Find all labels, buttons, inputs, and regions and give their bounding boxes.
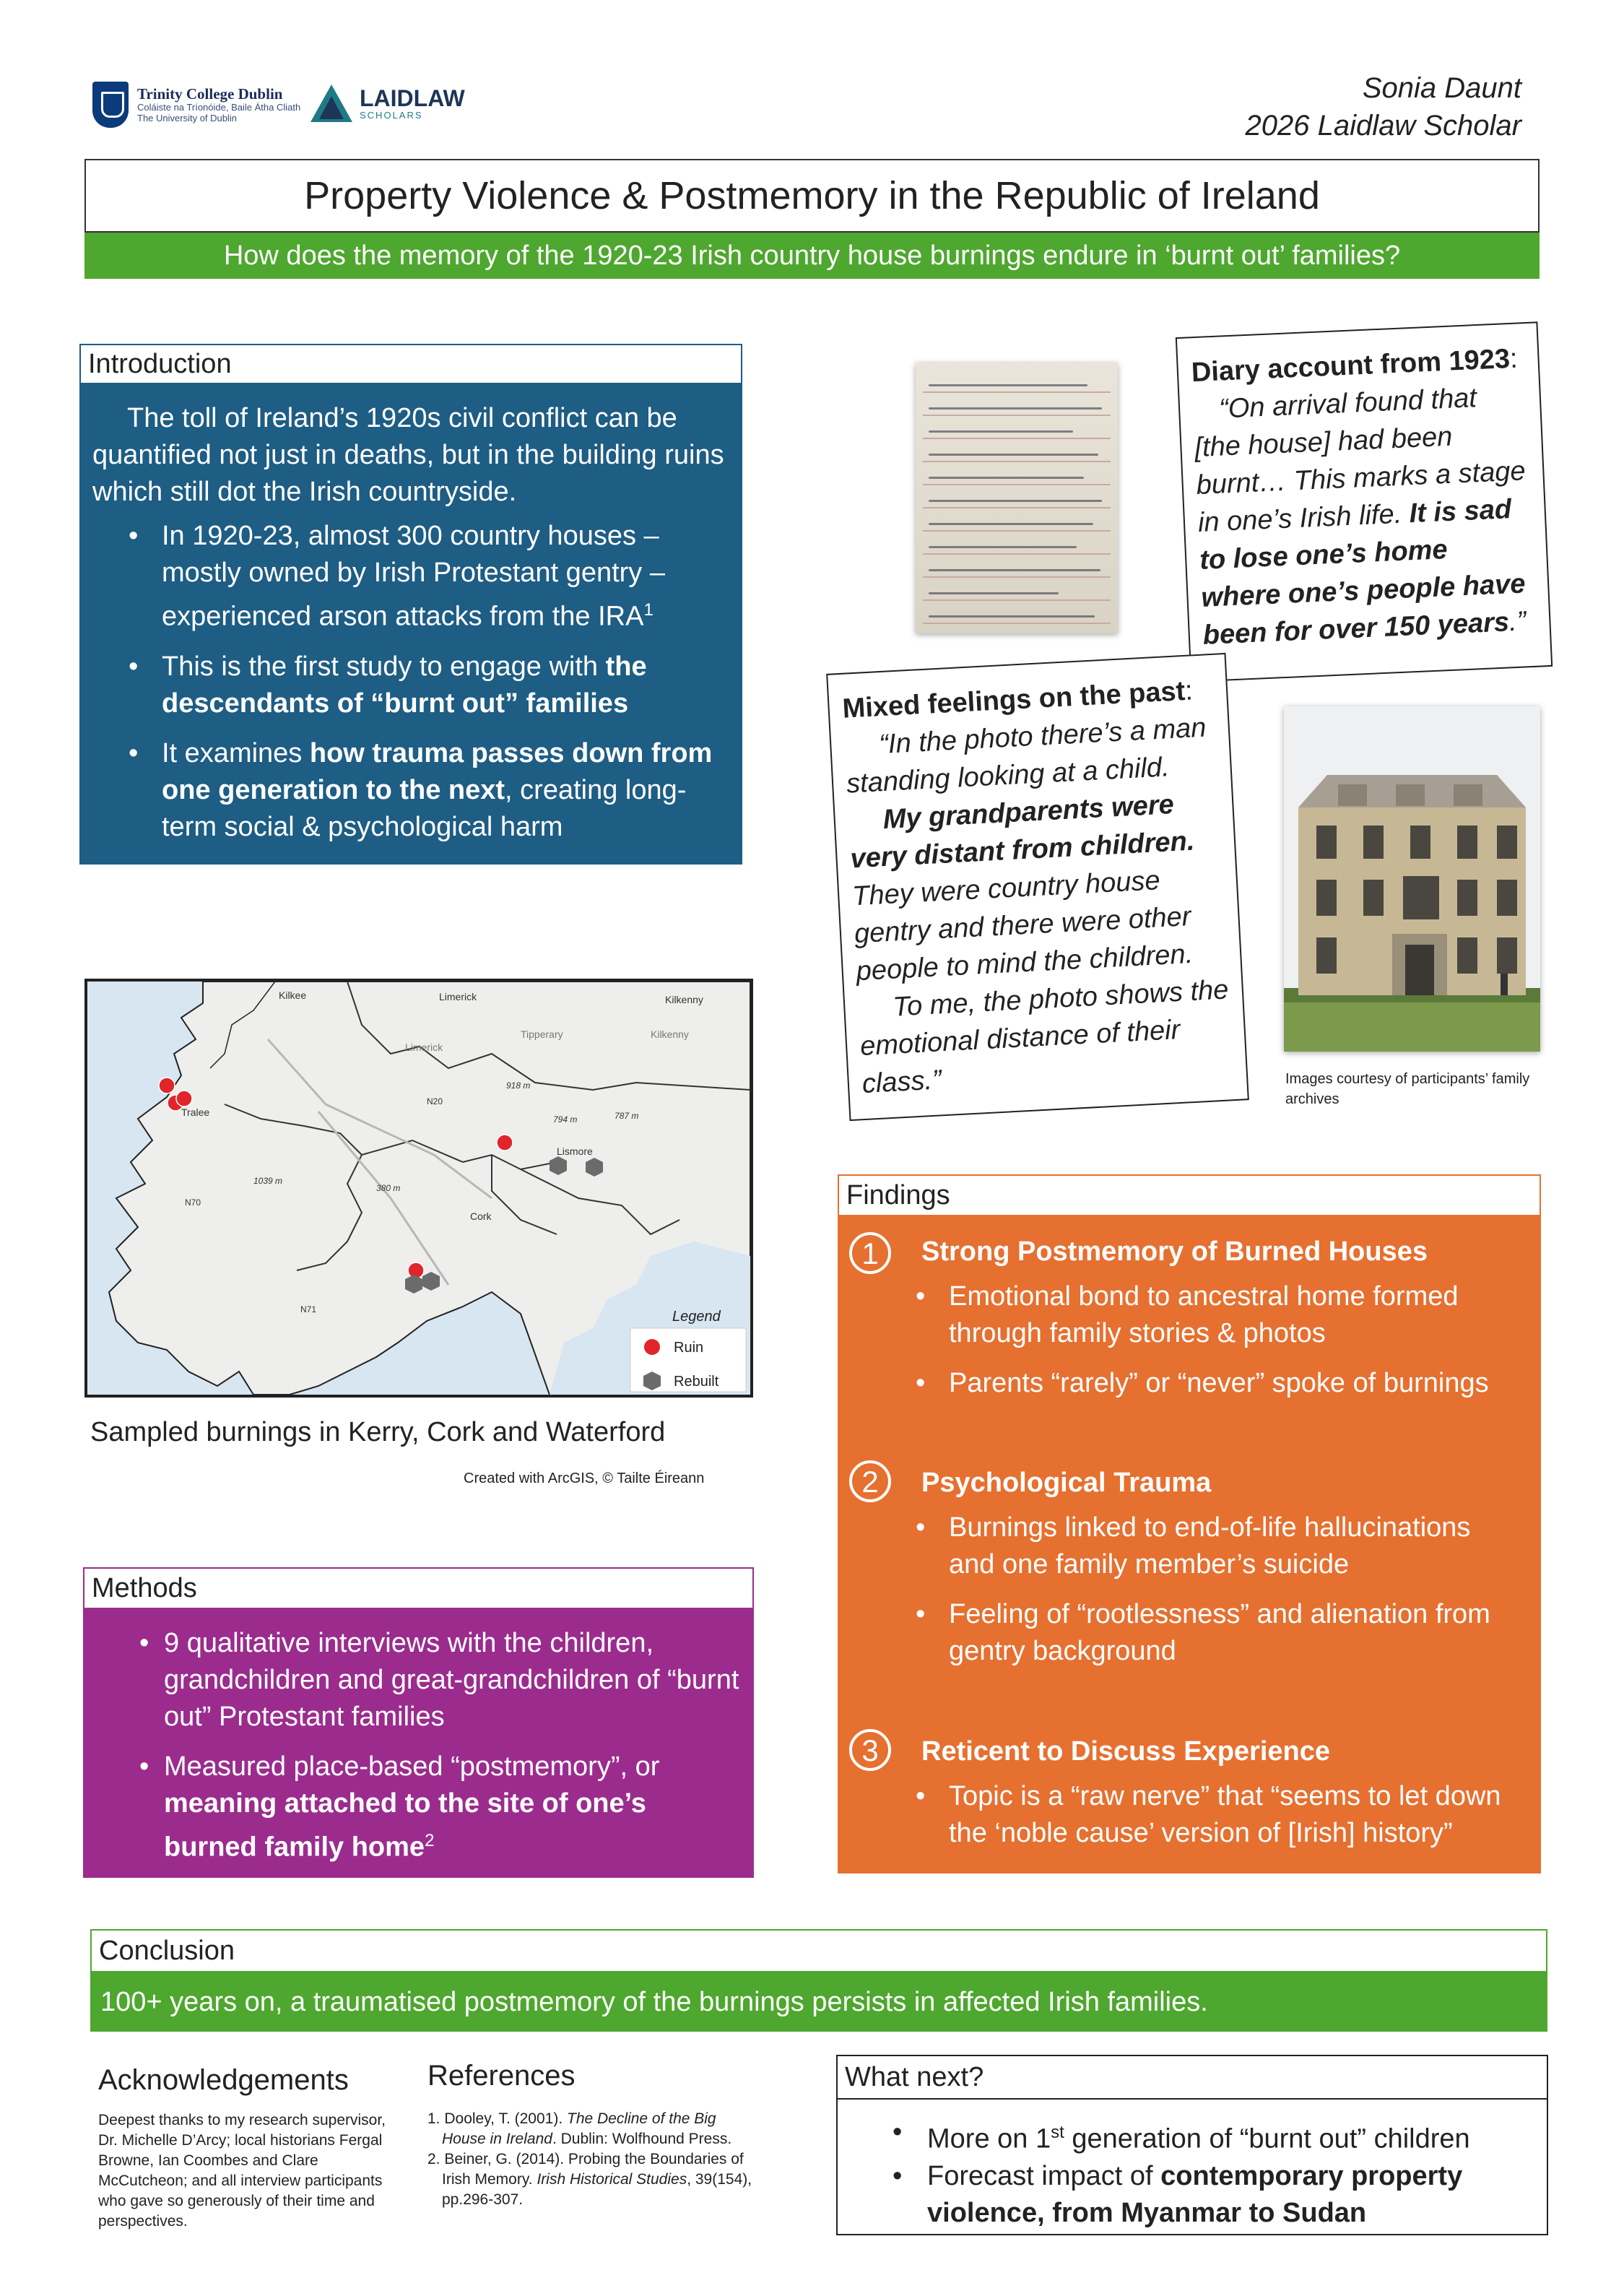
methods-body <box>83 1609 754 1878</box>
map-label-tralee: Tralee <box>181 1106 210 1118</box>
finding-title-3: Reticent to Discuss Experience <box>921 1736 1330 1767</box>
map-credit: Created with ArcGIS, © Tailte Éireann <box>464 1470 705 1486</box>
map-legend-title: Legend <box>672 1309 721 1325</box>
map-label-n20: N20 <box>427 1096 443 1106</box>
mixed-quote-bold: My grandparents were very distant from children. <box>849 789 1196 875</box>
diary-quote: Diary account from 1923: “On arrival found that [the house] had been burnt… This marks a stage in one’s Irish life. It is sad to lose one’s home where one’s people have been for over 150 years.” <box>1176 321 1553 682</box>
finding-title-2: Psychological Trauma <box>921 1468 1212 1498</box>
map-label-lismore: Lismore <box>557 1145 593 1157</box>
intro-bullet-3: • It examines how trauma passes down from one generation to the next, creating long-term social & psychological harm <box>92 735 726 846</box>
finding-1-bullet-2: • Parents “rarely” or “never” spoke of burnings <box>880 1365 1515 1402</box>
burnings-map <box>84 979 753 1398</box>
finding-3-bullet-1: • Topic is a “raw nerve” that “seems to let down the ‘noble cause’ version of [Irish] history” <box>880 1778 1515 1852</box>
country-house-photo <box>1284 706 1540 1052</box>
laidlaw-logo-icon <box>309 83 354 124</box>
author-role: 2026 Laidlaw Scholar <box>1245 110 1521 142</box>
image-caption: Images courtesy of participants’ family archives <box>1285 1071 1530 1107</box>
what-next-body <box>836 2100 1548 2235</box>
map-caption: Sampled burnings in Kerry, Cork and Waterford <box>90 1417 666 1447</box>
map-label-limerick-city: Limerick <box>439 991 477 1002</box>
what-next-heading: What next? <box>836 2055 1548 2100</box>
finding-number-3: 3 <box>849 1729 891 1771</box>
intro-bullet-2: • This is the first study to engage with the descendants of “burnt out” families <box>92 649 726 722</box>
map-label-elev-918: 918 m <box>506 1080 531 1091</box>
finding-number-2: 2 <box>849 1460 891 1502</box>
diary-quote-text: “On arrival found that [the house] had been burnt… This marks a stage in one’s Irish life. <box>1194 383 1527 539</box>
conclusion-text: 100+ years on, a traumatised postmemory of the burnings persists in affected Irish families. <box>90 1972 1547 2032</box>
map-label-kilkenny-county: Kilkenny <box>651 1028 689 1040</box>
what-next-bullet-1: • More on 1st generation of “burnt out” children <box>848 2114 1537 2158</box>
author-name: Sonia Daunt <box>1362 72 1521 104</box>
diary-quote-bold: It is sad to lose one’s home where one’s people have been for over 150 years <box>1199 494 1527 651</box>
laidlaw-logo <box>309 78 468 129</box>
reference-1: 1. Dooley, T. (2001). The Decline of the Big House in Ireland. Dublin: Wolfhound Press. <box>427 2110 732 2147</box>
map-label-elev-1039: 1039 m <box>253 1176 283 1186</box>
diary-photo <box>916 363 1118 633</box>
tcd-crest-icon <box>92 82 129 128</box>
reference-2: 2. Beiner, G. (2014). Probing the Boundaries of Irish Memory. Irish Historical Studies, 39(154), pp.296-307. <box>427 2151 752 2208</box>
mixed-feelings-quote: Mixed feelings on the past: “In the photo there’s a man standing looking at a child. My grandparents were very distant from children. They were country house gentry and there were other people to mind the children. To me, the photo shows the emotional distance of their class.” <box>826 653 1249 1121</box>
poster-subtitle: How does the memory of the 1920-23 Irish country house burnings endure in ‘burnt out’ families? <box>84 233 1540 279</box>
ruin-marker-icon <box>159 1078 175 1093</box>
methods-heading: Methods <box>83 1567 754 1609</box>
what-next-bullet-2: • Forecast impact of contemporary property violence, from Myanmar to Sudan <box>848 2158 1537 2232</box>
ruin-marker-icon <box>497 1135 513 1151</box>
map-label-n70: N70 <box>185 1197 201 1208</box>
introduction-heading: Introduction <box>79 344 742 384</box>
tcd-name: Trinity College Dublin <box>137 85 283 103</box>
map-label-limerick-county: Limerick <box>405 1041 443 1053</box>
map-label-elev-787: 787 m <box>615 1111 639 1121</box>
map-legend-rebuilt: Rebuilt <box>674 1374 719 1390</box>
map-legend-ruin: Ruin <box>674 1340 704 1356</box>
map-label-cork: Cork <box>470 1210 492 1222</box>
intro-bullet-1: • In 1920-23, almost 300 country houses – mostly owned by Irish Protestant gentry – experienced arson attacks from the IRA$^1$ <box>92 518 726 636</box>
laidlaw-sub: SCHOLARS <box>360 109 423 121</box>
ruin-marker-icon <box>176 1091 192 1106</box>
author-block <box>1246 69 1521 144</box>
methods-bullet-1: • 9 qualitative interviews with the children, grandchildren and great-grandchildren of “burnt out” Protestant families <box>95 1625 742 1736</box>
findings-heading: Findings <box>838 1174 1541 1216</box>
acknowledgements-heading: Acknowledgements <box>98 2064 349 2096</box>
map-label-elev-380: 380 m <box>376 1183 401 1193</box>
methods-bullet-2: • Measured place-based “postmemory”, or meaning attached to the site of one’s burned family home$^2$ <box>95 1749 742 1866</box>
map-label-elev-794: 794 m <box>553 1114 578 1125</box>
tcd-subname: The University of Dublin <box>137 113 237 124</box>
findings-body <box>838 1216 1541 1873</box>
finding-1-bullet-1: • Emotional bond to ancestral home formed through family stories & photos <box>880 1278 1515 1352</box>
tcd-logo <box>92 79 302 130</box>
laidlaw-name: LAIDLAW <box>360 85 465 111</box>
map-label-kilkee: Kilkee <box>279 989 307 1001</box>
map-label-n71: N71 <box>300 1304 317 1314</box>
acknowledgements-text: Deepest thanks to my research supervisor, Dr. Michelle D’Arcy; local historians Fergal Browne, Ian Coombes and Clare McCutcheon; and all interview participants who gave so generously of their time and perspectives. <box>98 2112 386 2230</box>
conclusion-heading: Conclusion <box>90 1929 1547 1972</box>
poster-title: Property Violence & Postmemory in the Republic of Ireland <box>84 159 1540 233</box>
finding-2-bullet-1: • Burnings linked to end-of-life hallucinations and one family member’s suicide <box>880 1509 1515 1583</box>
intro-lead: The toll of Ireland’s 1920s civil conflict can be quantified not just in deaths, but in the building ruins which still dot the Irish countryside. <box>92 403 724 507</box>
mixed-quote-p1: “In the photo there’s a man standing looking at a child. <box>846 712 1207 800</box>
references-list <box>427 2109 760 2210</box>
map-label-tipperary: Tipperary <box>521 1028 563 1040</box>
introduction-body <box>79 384 742 865</box>
map-label-kilkenny-city: Kilkenny <box>665 994 703 1005</box>
finding-title-1: Strong Postmemory of Burned Houses <box>921 1236 1428 1267</box>
legend-ruin-icon <box>644 1339 660 1355</box>
diary-quote-heading: Diary account from 1923 <box>1191 344 1511 389</box>
tcd-irish-name: Coláiste na Tríonóide, Baile Átha Cliath <box>137 102 301 113</box>
references-heading: References <box>427 2060 576 2092</box>
finding-2-bullet-2: • Feeling of “rootlessness” and alienation from gentry background <box>880 1596 1515 1670</box>
finding-number-1: 1 <box>849 1232 891 1274</box>
mixed-quote-heading: Mixed feelings on the past <box>841 675 1186 724</box>
mixed-quote-p3: To me, the photo shows the emotional distance of their class.” <box>859 974 1230 1100</box>
